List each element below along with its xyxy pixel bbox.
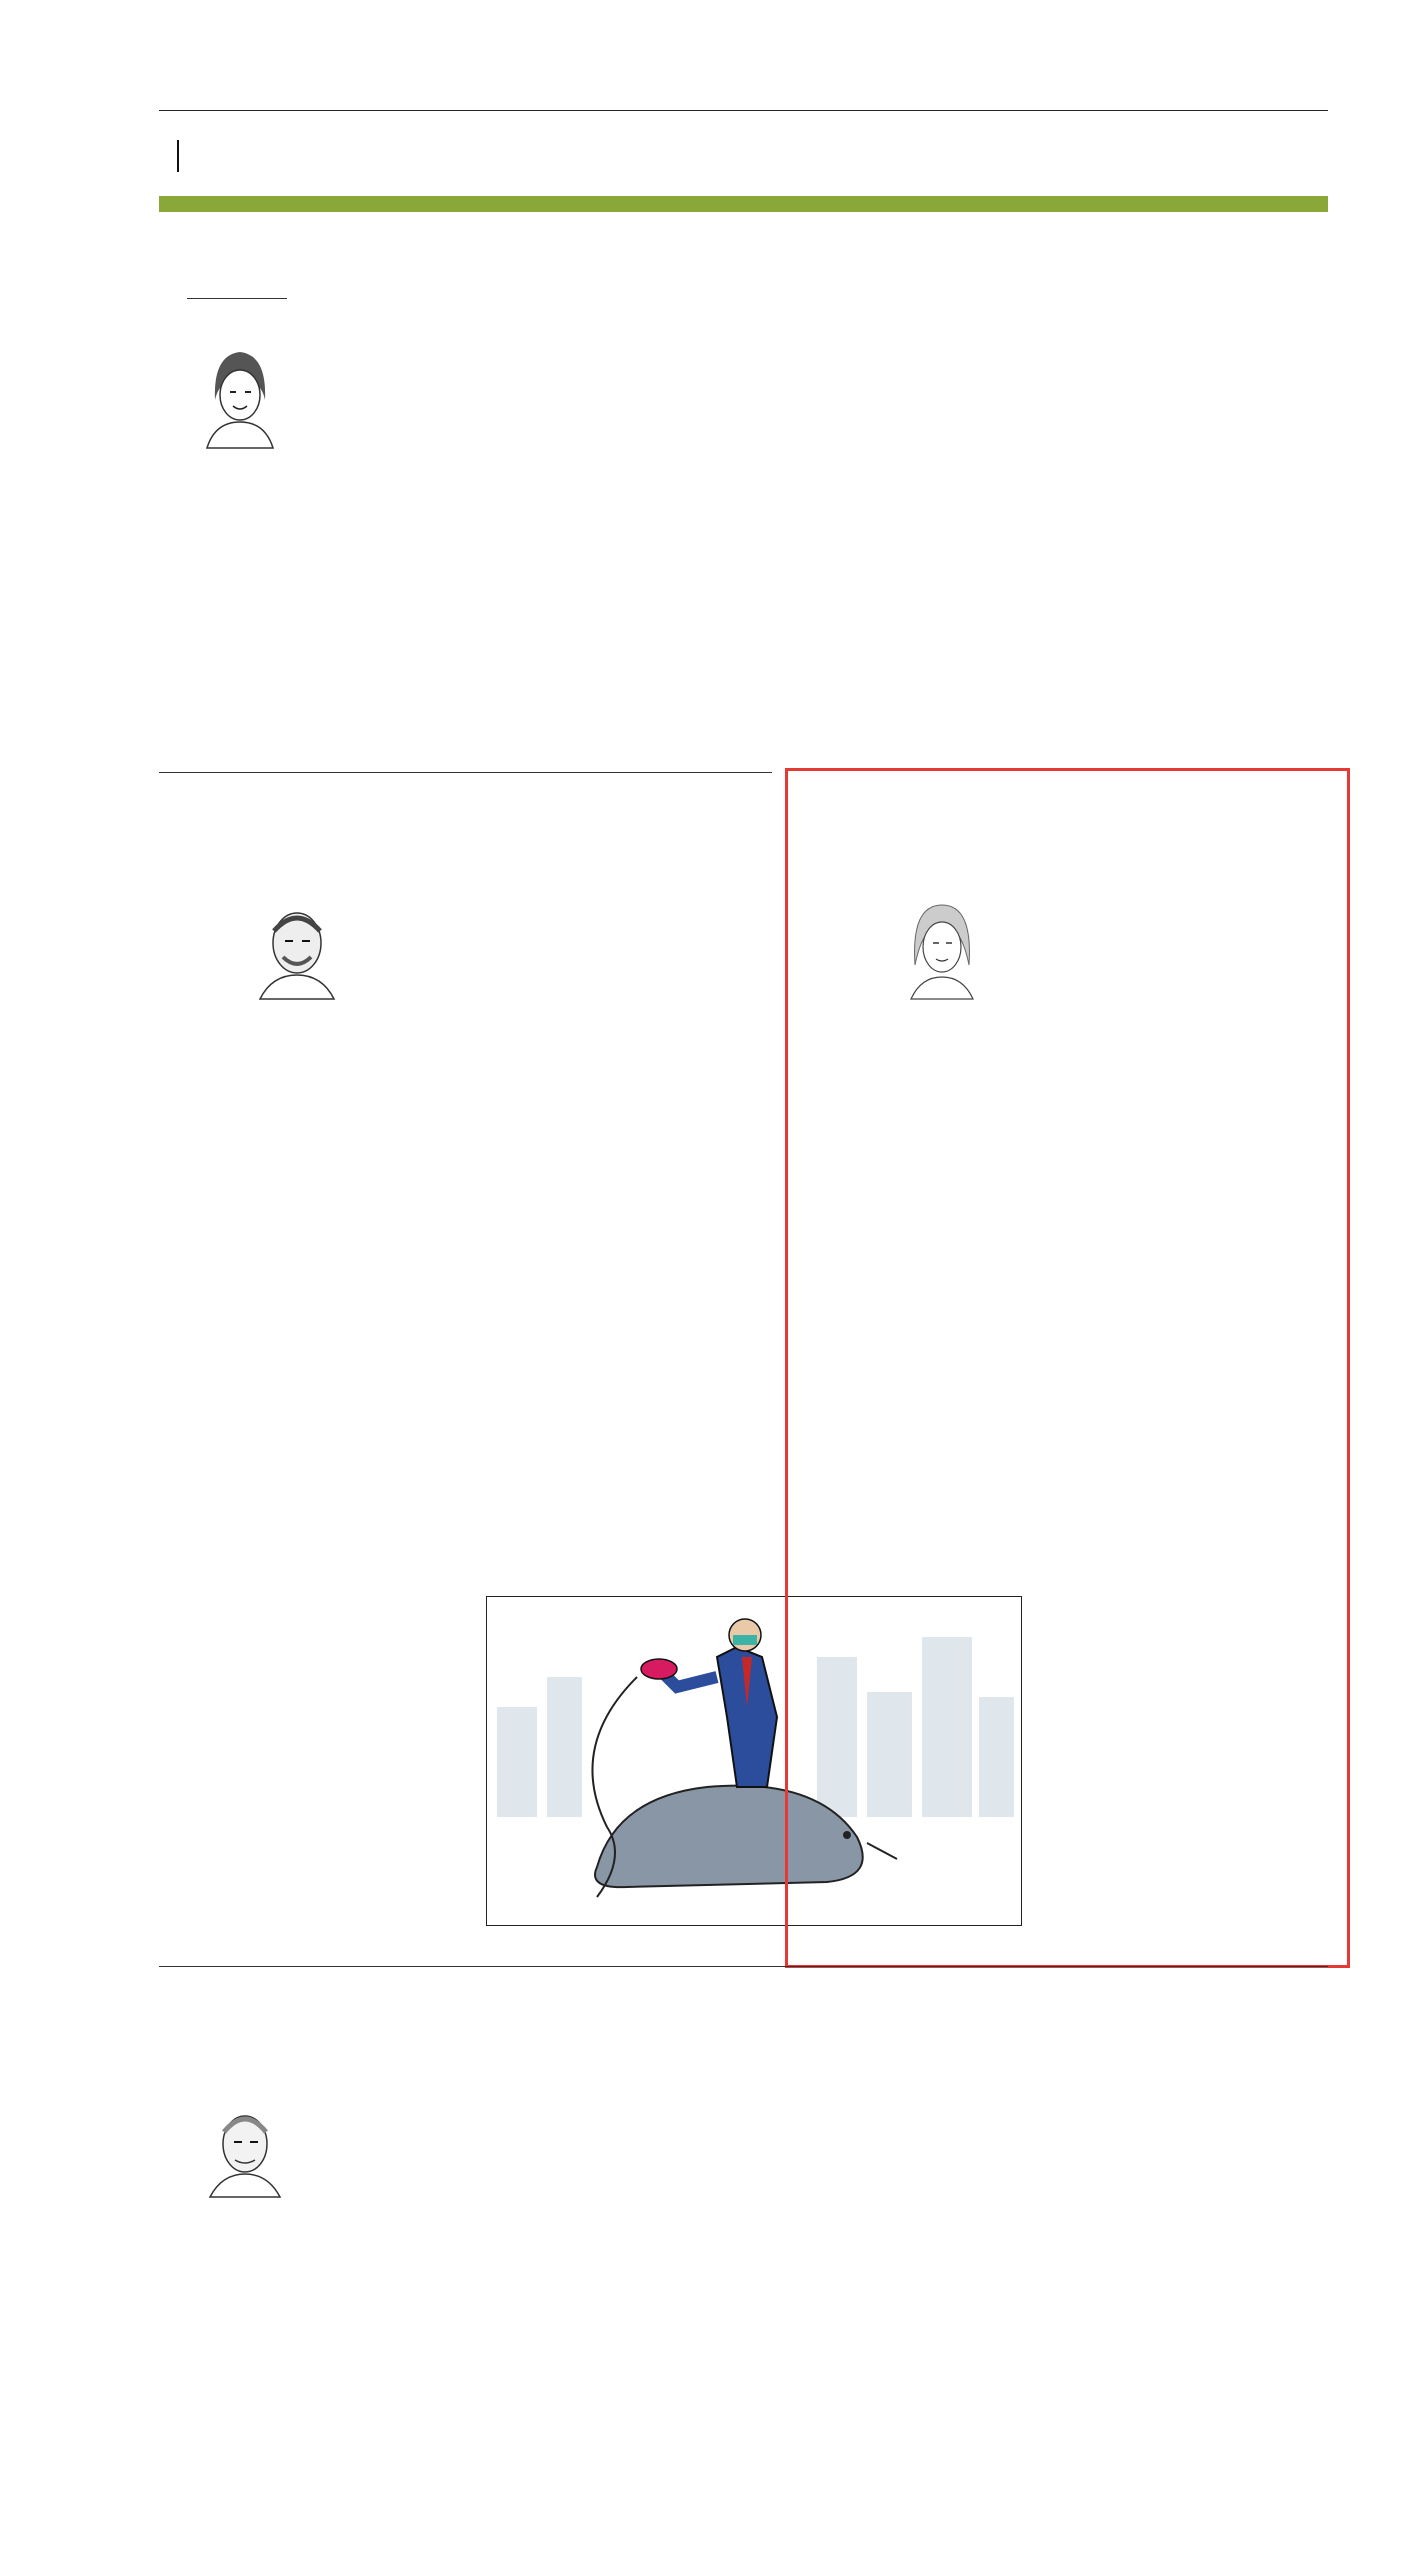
header-rule	[159, 110, 1328, 111]
article1-column-5	[927, 296, 1107, 734]
article1-column-1	[159, 466, 339, 734]
article1-column-2	[351, 296, 531, 734]
article2-column-2	[451, 866, 733, 1516]
article1-column-6	[1119, 296, 1315, 734]
portrait-illustration	[200, 2098, 290, 2198]
article3-column-1	[812, 1026, 1060, 1646]
section-divider	[159, 772, 772, 773]
section-title	[159, 136, 197, 178]
portrait-illustration	[897, 895, 987, 1000]
article1-column-4	[735, 296, 915, 734]
section-color-bar	[159, 196, 1328, 212]
article2-email	[451, 1523, 733, 1545]
section-divider	[159, 1966, 1328, 1967]
article3-column-2	[1080, 866, 1332, 1932]
byline-rule	[187, 298, 287, 299]
section-separator	[177, 140, 179, 172]
article3-email	[1080, 1934, 1332, 1956]
portrait-illustration	[250, 895, 345, 1000]
article1-column-3	[543, 296, 723, 734]
article2-column-1	[159, 1026, 433, 1906]
portrait-illustration	[195, 340, 285, 450]
